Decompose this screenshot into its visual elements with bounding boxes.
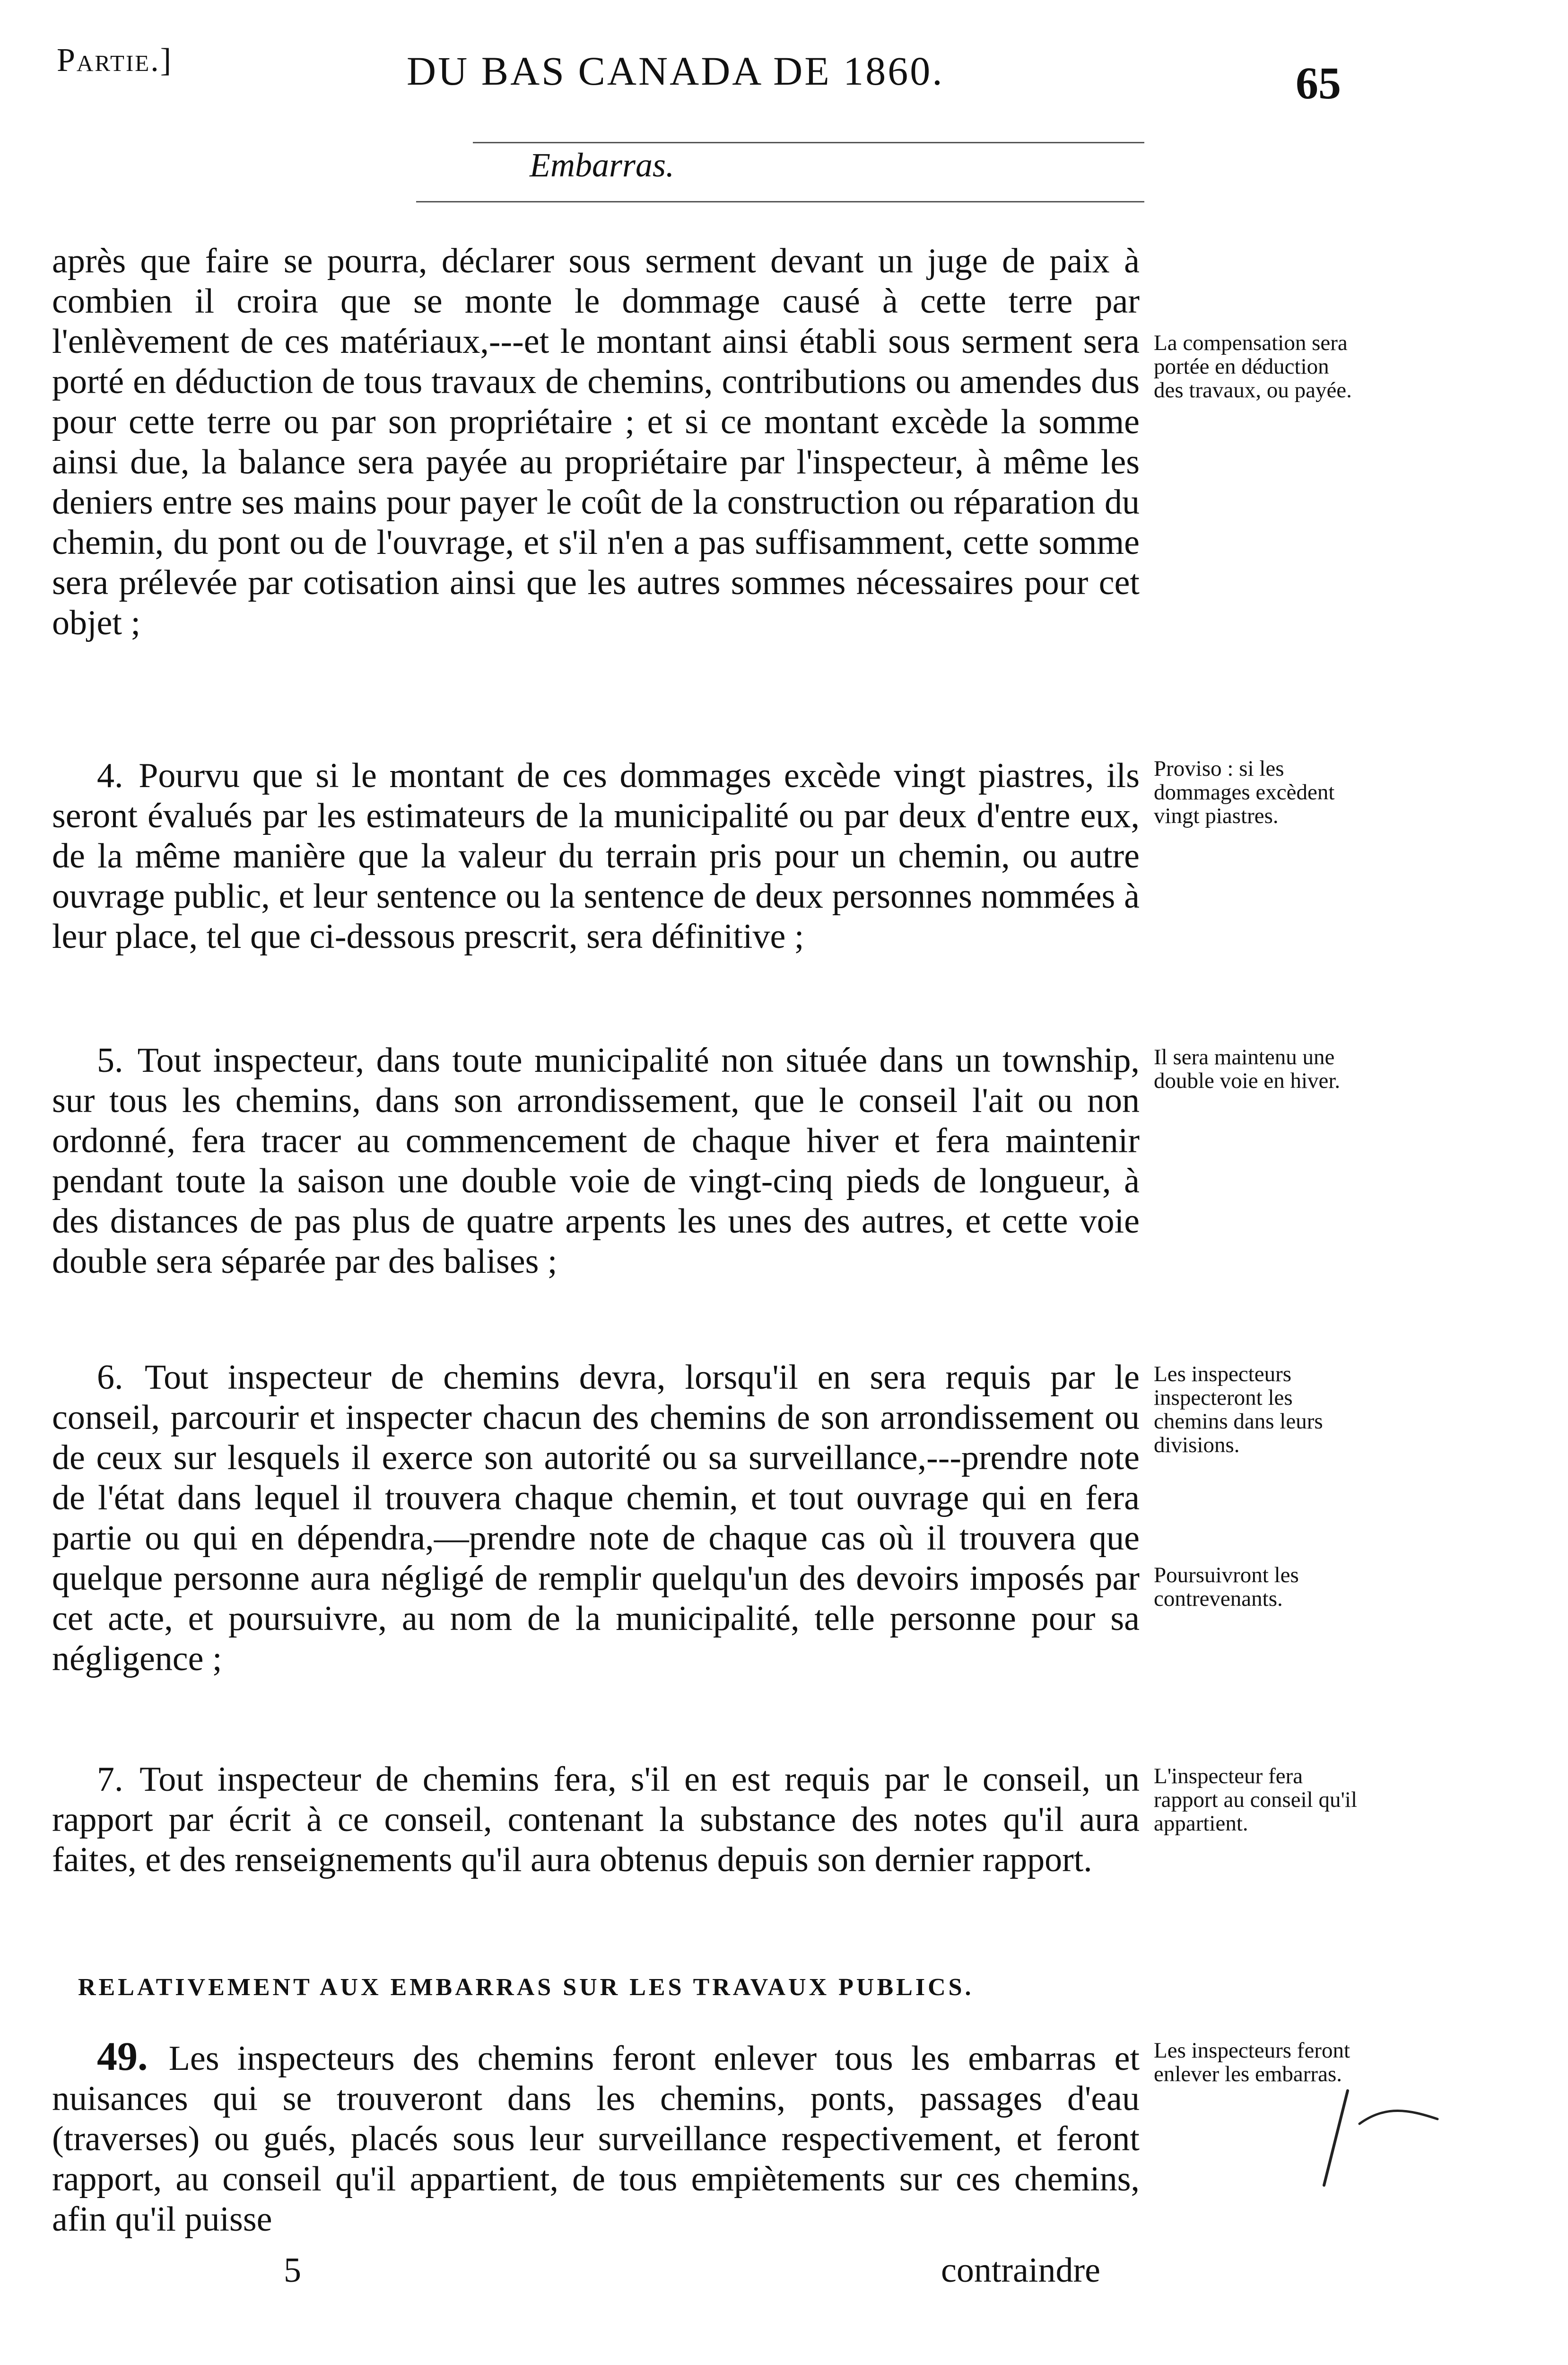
header-rule-top [473,142,1144,143]
header-rule-bottom [416,201,1144,202]
margin-note-rapport: L'inspecteur fera rapport au conseil qu'il appartient. [1154,1764,1358,1836]
paragraph-text: Les inspecteurs des chemins feront enlever tous les embarras et nuisances qui se trouveront dans les chemins, ponts, passages d'eau (traverses) ou gués, placés sous leur surveillance respectivement, et feront rapport, au conseil qu'il appartient, de tous empiètements sur ces chemins, afin qu'il puisse [52,2039,1140,2239]
subsection-heading: RELATIVEMENT AUX EMBARRAS SUR LES TRAVAUX PUBLICS. [78,1974,974,2001]
paragraph-5 [52,1041,1140,1282]
section-title: Embarras. [530,146,675,184]
paragraph-number: 4. [97,756,123,795]
margin-note-double-voie: Il sera maintenu une double voie en hiver. [1154,1045,1341,1093]
paragraph-text: après que faire se pourra, déclarer sous serment devant un juge de paix à combien il croira que se monte le dommage causé à cette terre par l'enlèvement de ces matériaux,---et le montant ainsi établi sous serment sera porté en déduction de tous travaux de chemins, contributions ou amendes dus pour cette terre ou par son propriétaire ; et si ce montant excède la somme ainsi due, la balance sera payée au propriétaire par l'inspecteur, à même les deniers entre ses mains pour payer le coût de la construction ou réparation du chemin, du pont ou de l'ouvrage, et s'il n'en a pas suffisamment, cette somme sera prélevée par cotisation ainsi que les autres sommes nécessaires pour cet objet ; [52,242,1140,642]
paragraph-7 [52,1760,1140,1880]
paragraph-number: 49. [97,2033,148,2079]
header-title: DU BAS CANADA DE 1860. [407,48,944,94]
paragraph-number: 7. [97,1760,123,1799]
page-header [0,0,1568,123]
page-number: 65 [1296,58,1341,108]
margin-note-poursuivront: Poursuivront les contrevenants. [1154,1563,1299,1611]
paragraph-number: 6. [97,1358,123,1397]
paragraph-number: 5. [97,1041,123,1080]
paragraph-49 [52,2033,1140,2240]
margin-note-proviso: Proviso : si les dommages excèdent vingt piastres. [1154,756,1335,828]
margin-note-embarras: Les inspecteurs feront enlever les embarras. [1154,2038,1350,2086]
paragraph-text: Tout inspecteur de chemins devra, lorsqu'il en sera requis par le conseil, parcourir et inspecter chacun des chemins de son arrondissement ou de ceux sur lesquels il exerce son autorité ou sa surveillance,---prendre note de l'état dans lequel il trouvera chaque chemin, et tout ouvrage qui en fera partie ou qui en dépendra,—prendre note de chaque cas où il trouvera que quelque personne aura négligé de remplir quelqu'un des devoirs imposés par cet acte, et poursuivre, au nom de la municipalité, telle personne pour sa négligence ; [52,1358,1140,1678]
header-part-label: Partie.] [57,42,173,79]
paragraph-text: Pourvu que si le montant de ces dommages excède vingt piastres, ils seront évalués par les estimateurs de la municipalité ou par deux d'entre eux, de la même manière que la valeur du terrain pris pour un chemin, ou autre ouvrage public, et leur sentence ou la sentence de deux personnes nommées à leur place, tel que ci-dessous prescrit, sera définitive ; [52,756,1140,956]
paragraph-continuation [52,241,1140,643]
margin-note-inspecteurs: Les inspecteurs inspecteront les chemins dans leurs divisions. [1154,1362,1323,1457]
paragraph-4 [52,756,1140,957]
margin-note-compensation: La compensation sera portée en déduction des travaux, ou payée. [1154,331,1352,403]
paragraph-6 [52,1358,1140,1679]
catchword: contraindre [941,2251,1100,2290]
signature-mark: 5 [284,2251,301,2290]
pencil-mark-icon [1315,2076,1456,2190]
paragraph-text: Tout inspecteur, dans toute municipalité non située dans un township, sur tous les chemins, dans son arrondissement, que le conseil l'ait ou non ordonné, fera tracer au commencement de chaque hiver et fera maintenir pendant toute la saison une double voie de vingt-cinq pieds de longueur, à des distances de pas plus de quatre arpents les unes des autres, et cette voie double sera séparée par des balises ; [52,1041,1140,1281]
paragraph-text: Tout inspecteur de chemins fera, s'il en est requis par le conseil, un rapport par écrit à ce conseil, contenant la substance des notes qu'il aura faites, et des renseignements qu'il aura obtenus depuis son dernier rapport. [52,1760,1140,1879]
